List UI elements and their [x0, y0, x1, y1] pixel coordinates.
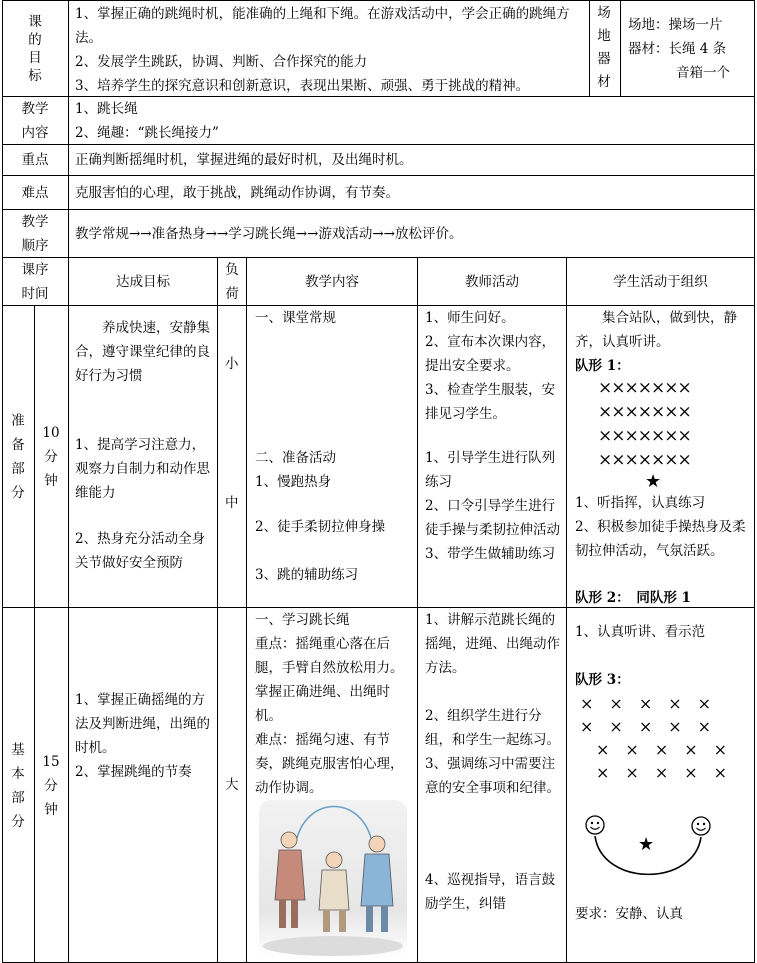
formation-row: ××××××× [598, 402, 691, 422]
equipment-label: 场地器材 [597, 5, 611, 90]
prep-student-steps [575, 491, 751, 563]
difficulty-label: 难点 [21, 184, 49, 201]
prep-load-small: 小 [225, 356, 239, 372]
prep-content-warmup [255, 446, 415, 494]
table-border-top [2, 0, 755, 1]
teacher-star-icon: ★ [638, 834, 655, 855]
formation-row: ××××××× [598, 378, 691, 398]
col-divider [417, 257, 418, 963]
smiley-face-icon [692, 817, 710, 835]
header-load: 负荷 [225, 261, 239, 302]
header-time: 课序时间 [21, 261, 49, 302]
col-divider [246, 257, 247, 963]
formation-row: ××××××× [598, 450, 691, 470]
basic-student-step: 1、认真听讲、看示范 [575, 624, 706, 640]
header-goal: 达成目标 [116, 273, 170, 290]
keypoint-label: 重点 [21, 152, 49, 168]
content-line: 难点：摇绳匀速、有节奏，跳绳克服害怕心理，动作协调。 [255, 732, 404, 796]
content-line: 二、准备活动 [255, 450, 336, 466]
objective-item: 1、掌握正确的跳绳时机，能准确的上绳和下绳。在游戏活动中，学会正确的跳绳方法。 [75, 6, 570, 46]
student-step: 2、积极参加徒手操热身及柔韧拉伸活动，气氛活跃。 [575, 519, 746, 559]
teacher-line: 1、讲解示范跳长绳的摇绳，进绳、出绳动作方法。 [425, 612, 560, 676]
objectives-list [75, 2, 587, 98]
basic-teacher-4 [425, 868, 563, 916]
teacher-line: 3、检查学生服装，安排见习学生。 [425, 382, 556, 422]
objectives-label: 课的目标 [28, 14, 42, 84]
prep-goal-2: 1、提高学习注意力，观察力自制力和动作思维能力 [75, 437, 210, 501]
objective-item: 3、培养学生的探究意识和创新意识，表现出果断、顽强、勇于挑战的精神。 [75, 78, 530, 94]
formation-row: × × × × × [596, 740, 728, 759]
teacher-star-icon: ★ [645, 471, 662, 492]
header-student: 学生活动于组织 [613, 273, 708, 290]
header-content: 教学内容 [305, 273, 359, 290]
formation-1-grid [598, 376, 691, 472]
prep-content-aux [255, 563, 415, 587]
teacher-line: 1、师生问好。 [425, 310, 515, 326]
content-line: 1、慢跑热身 [255, 474, 332, 490]
sequence-label: 教学顺序 [21, 213, 49, 254]
equipment-details [628, 13, 753, 85]
tools-text: 音箱一个 [676, 65, 730, 81]
teacher-line: 2、口令引导学生进行徒手操与柔韧拉伸活动 [425, 498, 560, 538]
prep-goal-1: 养成快速，安静集合，遵守课堂纪律的良好行为习惯 [75, 320, 210, 384]
prep-load-medium: 中 [225, 495, 239, 511]
col-divider [566, 257, 567, 963]
content-line: 3、跳的辅助练习 [255, 567, 359, 583]
prep-minutes: 10分钟 [42, 424, 60, 489]
content-line: 重点：摇绳重心落在后腿，手臂自然放松用力。掌握正确进绳、出绳时机。 [255, 636, 404, 724]
content-item: 2、绳趣：“跳长绳接力” [75, 125, 219, 141]
col-divider [68, 0, 69, 963]
formation-3-grid [580, 692, 727, 784]
formation-row: × × × × × [580, 717, 712, 736]
col-divider [620, 0, 621, 96]
children-jump-rope-icon [259, 800, 407, 958]
content-list [75, 97, 575, 145]
prep-teacher-2 [425, 446, 563, 566]
venue-text: 场地：操场一片 [628, 17, 723, 33]
content-line: 一、课堂常规 [255, 310, 336, 326]
content-line: 2、徒手柔韧拉伸身操 [255, 519, 386, 535]
content-label: 教学内容 [21, 100, 49, 141]
col-divider [217, 257, 218, 963]
teacher-line: 2、宣布本次课内容，提出安全要求。 [425, 334, 556, 374]
prep-teacher-1 [425, 306, 563, 426]
teacher-line: 1、引导学生进行队列练习 [425, 450, 556, 490]
sequence-text: 教学常规→→准备热身→→学习跳长绳→→游戏活动→→放松评价。 [75, 225, 463, 242]
col-divider [589, 0, 590, 96]
content-item: 1、跳长绳 [75, 101, 138, 117]
tools-text: 器材：长绳 4 条 [628, 41, 727, 57]
basic-section-label: 基本部分 [11, 741, 25, 830]
formation-1-label: 队形 1： [575, 358, 630, 374]
basic-minutes: 15分钟 [42, 753, 60, 818]
rope-skipping-illustration [259, 800, 407, 958]
basic-student-requirement: 要求：安静、认真 [575, 906, 683, 922]
prep-section-label: 准备部分 [11, 412, 25, 501]
content-line: 一、学习跳长绳 [255, 612, 350, 628]
smiley-face-icon [586, 816, 604, 834]
formation-row: × × × × × [596, 763, 728, 782]
teacher-line: 3、强调练习中需要注意的安全事项和纪律。 [425, 756, 560, 796]
basic-content [255, 608, 413, 800]
header-teacher: 教师活动 [465, 273, 519, 290]
basic-teacher-1 [425, 608, 563, 680]
basic-teacher-2 [425, 704, 563, 800]
formation-row: ××××××× [598, 426, 691, 446]
difficulty-text: 克服害怕的心理，敢于挑战，跳绳动作协调，有节奏。 [75, 184, 399, 201]
basic-load-large: 大 [225, 777, 239, 793]
keypoint-text: 正确判断摇绳时机，掌握进绳的最好时机，及出绳时机。 [75, 152, 413, 168]
prep-content [255, 306, 415, 330]
teacher-line: 4、巡视指导，语言鼓励学生，纠错 [425, 872, 556, 912]
prep-goal-3: 2、热身充分活动全身关节做好安全预防 [75, 531, 206, 571]
col-divider [34, 305, 35, 963]
student-step: 1、听指挥，认真练习 [575, 495, 706, 511]
prep-student-intro: 集合站队，做到快，静齐，认真听讲。 [575, 310, 737, 350]
prep-content-stretch [255, 515, 415, 539]
teacher-line: 3、带学生做辅助练习 [425, 546, 556, 562]
objective-item: 2、发展学生跳跃，协调、判断、合作探究的能力 [75, 54, 368, 70]
basic-goal-1: 1、掌握正确摇绳的方法及判断进绳，出绳的时机。 [75, 692, 210, 756]
teacher-line: 2、组织学生进行分组，和学生一起练习。 [425, 708, 560, 748]
formation-2-label: 队形 2： 同队形 1 [575, 590, 691, 606]
formation-3-label: 队形 3： [575, 672, 630, 688]
formation-row: × × × × × [580, 694, 712, 713]
basic-goal-2: 2、掌握跳绳的节奏 [75, 764, 192, 780]
